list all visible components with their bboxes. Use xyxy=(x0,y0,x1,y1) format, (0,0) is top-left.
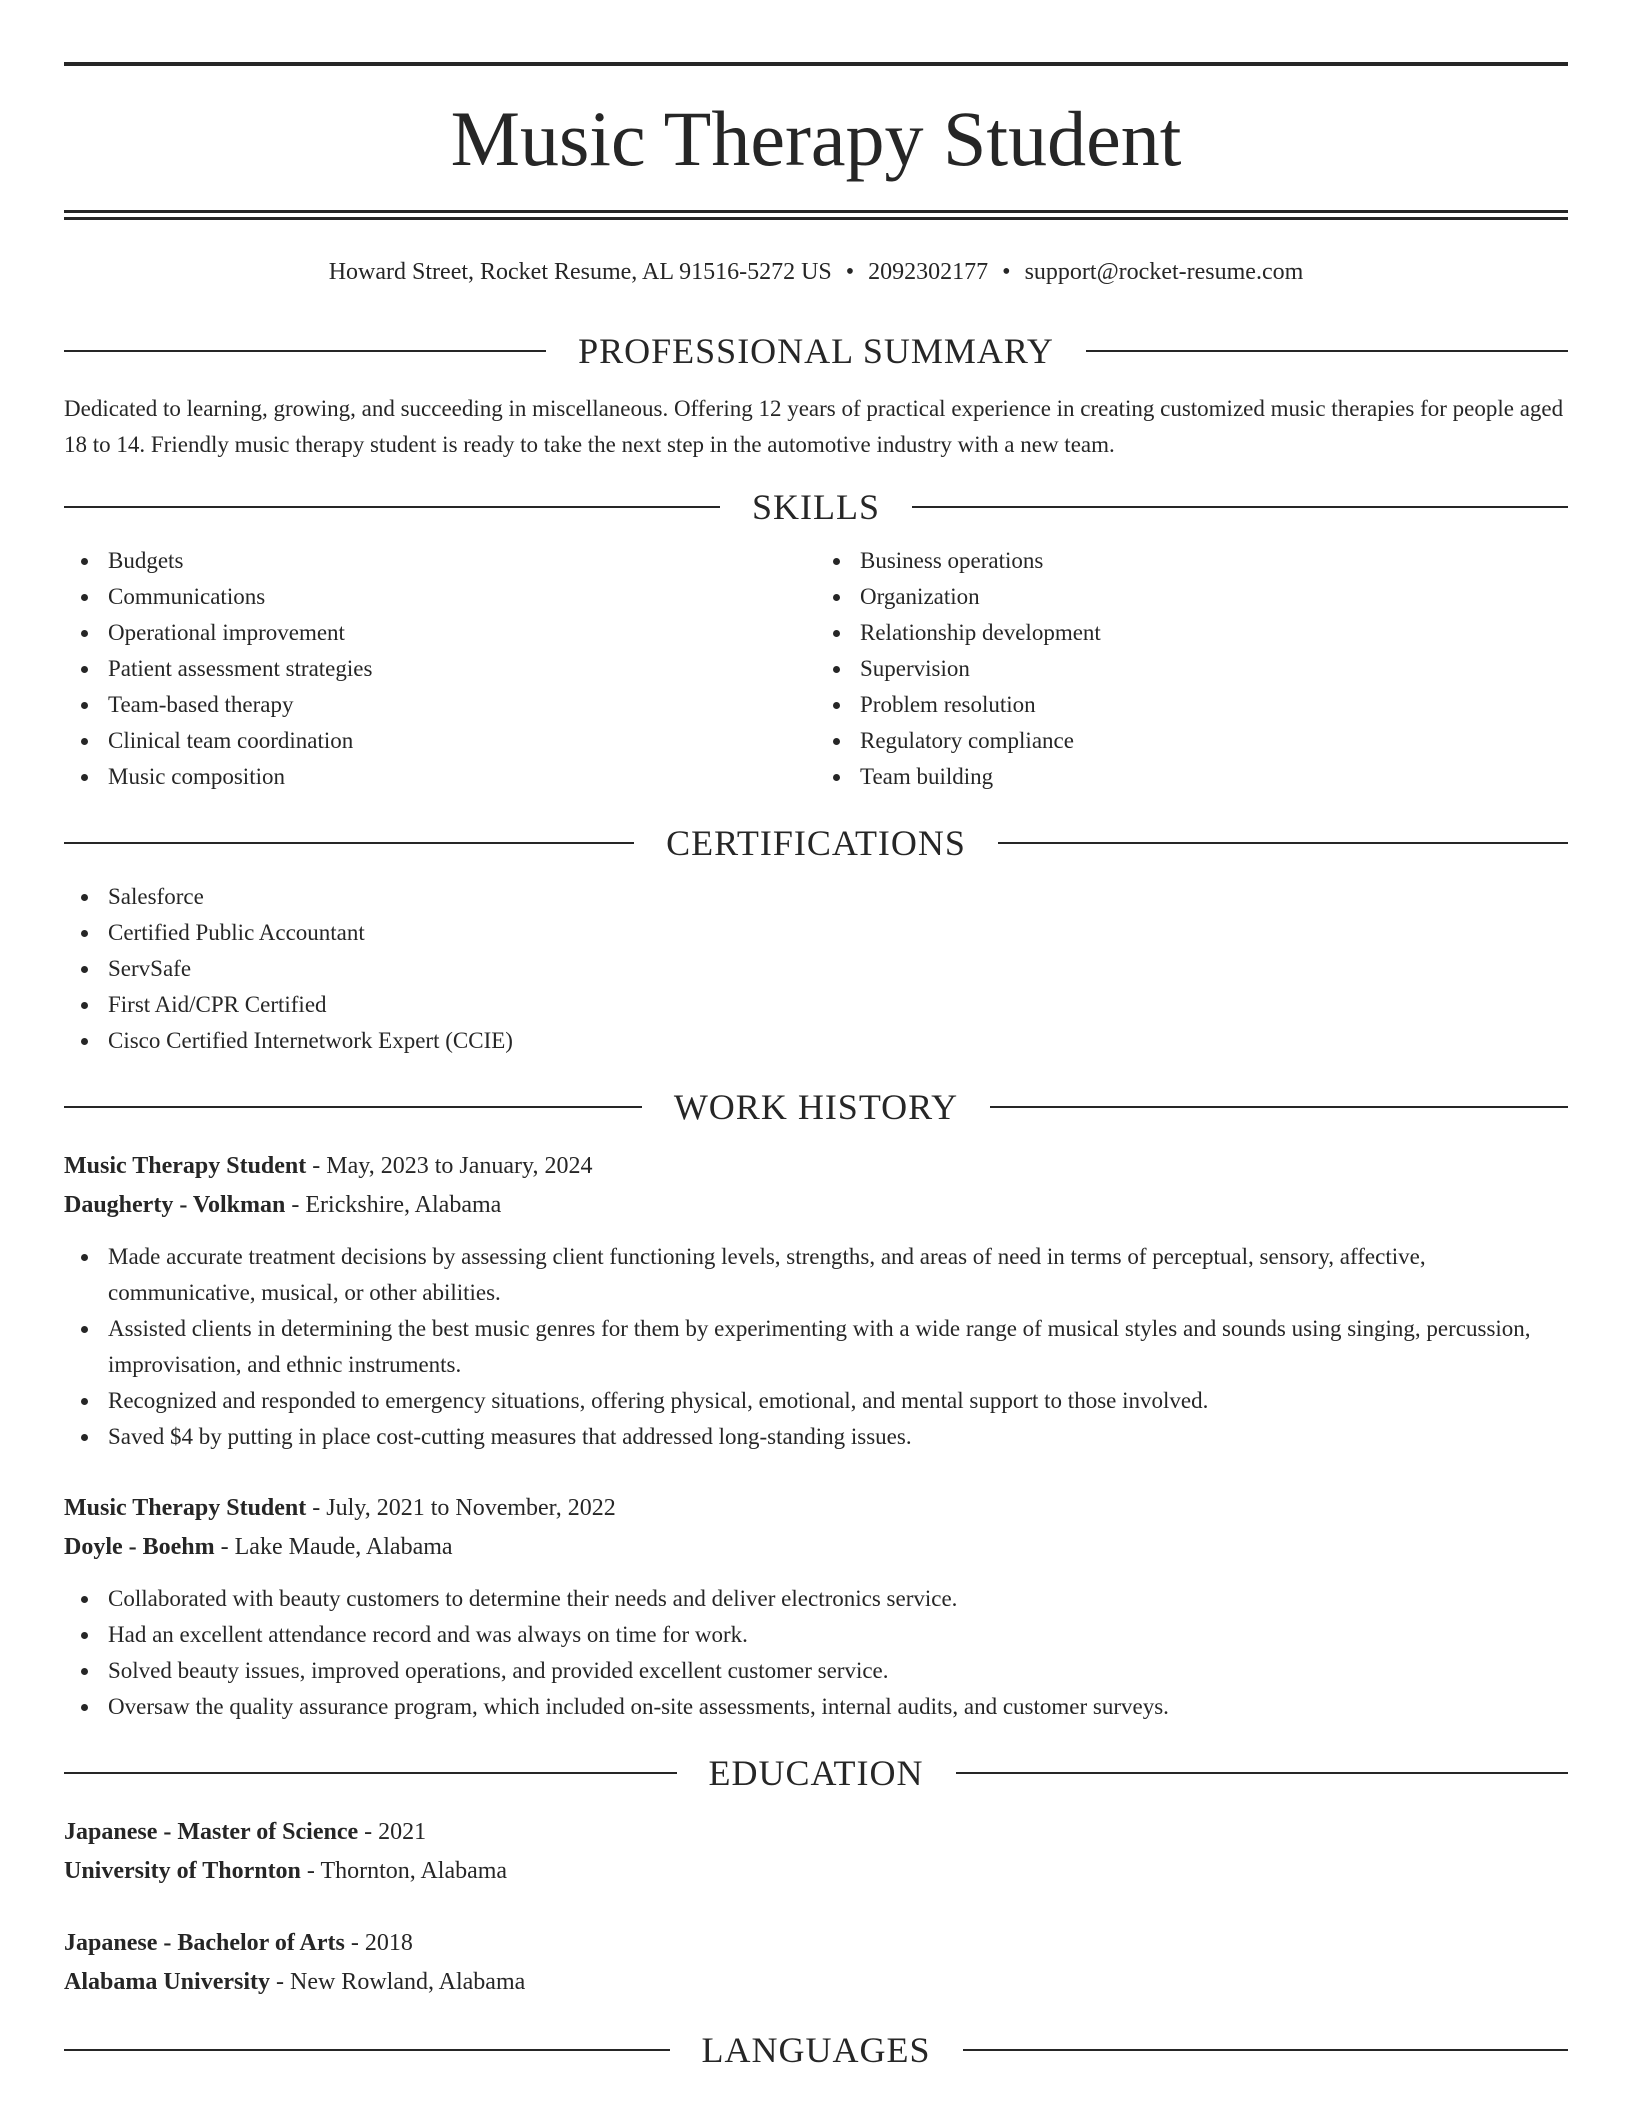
job-company-line xyxy=(64,1186,1568,1225)
section-title-languages: LANGUAGES xyxy=(701,2029,931,2070)
section-title-summary: PROFESSIONAL SUMMARY xyxy=(578,330,1054,371)
job-title: Music Therapy Student xyxy=(64,1494,307,1521)
school-line xyxy=(64,1963,1568,2002)
contact-separator: • xyxy=(1002,259,1011,285)
contact-separator: • xyxy=(845,259,855,285)
school: Alabama University xyxy=(64,1968,270,1995)
certification-item: Salesforce xyxy=(108,879,1568,915)
skill-item: Supervision xyxy=(860,651,1568,687)
job-location: - Lake Maude, Alabama xyxy=(214,1533,453,1560)
degree: Japanese - Master of Science xyxy=(64,1818,359,1845)
skill-item: Problem resolution xyxy=(860,687,1568,723)
job-bullet: Collaborated with beauty customers to determine their needs and deliver electronics service. xyxy=(108,1581,1568,1617)
contact-email: support@rocket-resume.com xyxy=(1024,259,1304,285)
job-title: Music Therapy Student xyxy=(64,1152,307,1179)
skill-item: Team building xyxy=(860,759,1568,795)
skill-item: Patient assessment strategies xyxy=(108,651,816,687)
certifications-list xyxy=(64,879,1568,1059)
job-bullet: Saved $4 by putting in place cost-cutting measures that addressed long-standing issues. xyxy=(108,1419,1568,1455)
job-company: Doyle - Boehm xyxy=(64,1533,215,1560)
heading-rule xyxy=(956,1772,1569,1774)
section-heading-languages xyxy=(64,2029,1568,2070)
job-dates: - July, 2021 to November, 2022 xyxy=(306,1494,616,1521)
education-entry xyxy=(64,1813,1568,1891)
work-entry xyxy=(64,1489,1568,1725)
header-double-rule xyxy=(64,210,1568,220)
certification-item: Cisco Certified Internetwork Expert (CCIE) xyxy=(108,1023,1568,1059)
heading-rule xyxy=(1086,350,1568,352)
section-title-work: WORK HISTORY xyxy=(673,1086,959,1127)
header-top-rule xyxy=(64,62,1568,66)
job-bullet: Assisted clients in determining the best music genres for them by experimenting with a wide range of musical styles and sounds using singing, percussion, improvisation, and ethnic instruments. xyxy=(108,1311,1568,1383)
heading-rule xyxy=(990,1106,1568,1108)
section-title-education: EDUCATION xyxy=(708,1752,924,1793)
certification-item: Certified Public Accountant xyxy=(108,915,1568,951)
school: University of Thornton xyxy=(64,1857,301,1884)
heading-rule xyxy=(912,506,1568,508)
job-dates: - May, 2023 to January, 2024 xyxy=(306,1152,593,1179)
section-heading-education xyxy=(64,1752,1568,1793)
degree: Japanese - Bachelor of Arts xyxy=(64,1929,345,1956)
work-entry xyxy=(64,1147,1568,1455)
section-heading-work xyxy=(64,1086,1568,1127)
skill-item: Team-based therapy xyxy=(108,687,816,723)
job-company: Daugherty - Volkman xyxy=(64,1191,286,1218)
job-location: - Erickshire, Alabama xyxy=(285,1191,502,1218)
job-bullet: Recognized and responded to emergency situations, offering physical, emotional, and mental support to those involved. xyxy=(108,1383,1568,1419)
school-line xyxy=(64,1852,1568,1891)
school-location: - Thornton, Alabama xyxy=(300,1857,508,1884)
certification-item: First Aid/CPR Certified xyxy=(108,987,1568,1023)
degree-line xyxy=(64,1924,1568,1963)
job-title-line xyxy=(64,1147,1568,1186)
skill-item: Communications xyxy=(108,579,816,615)
heading-rule xyxy=(64,1106,642,1108)
job-bullet: Made accurate treatment decisions by assessing client functioning levels, strengths, and areas of need in terms of perceptual, sensory, affective, communicative, musical, or other abilities. xyxy=(108,1239,1568,1311)
skill-item: Music composition xyxy=(108,759,816,795)
heading-rule xyxy=(64,1772,677,1774)
section-heading-skills xyxy=(64,486,1568,527)
skill-item: Regulatory compliance xyxy=(860,723,1568,759)
degree-line xyxy=(64,1813,1568,1852)
job-bullets xyxy=(64,1581,1568,1725)
contact-address: Howard Street, Rocket Resume, AL 91516-5272 US xyxy=(328,259,832,285)
skill-item: Operational improvement xyxy=(108,615,816,651)
skill-item: Relationship development xyxy=(860,615,1568,651)
education-entry xyxy=(64,1924,1568,2002)
heading-rule xyxy=(64,350,546,352)
skills-column-left xyxy=(64,543,816,795)
job-bullet: Had an excellent attendance record and was always on time for work. xyxy=(108,1617,1568,1653)
resume-name: Music Therapy Student xyxy=(450,95,1182,182)
heading-rule xyxy=(64,842,634,844)
job-bullet: Solved beauty issues, improved operations, and provided excellent customer service. xyxy=(108,1653,1568,1689)
degree-year: - 2018 xyxy=(344,1929,413,1956)
heading-rule xyxy=(64,506,720,508)
certification-item: ServSafe xyxy=(108,951,1568,987)
skill-item: Organization xyxy=(860,579,1568,615)
section-heading-summary xyxy=(64,330,1568,371)
summary-text: Dedicated to learning, growing, and succeeding in miscellaneous. Offering 12 years of practical experience in creating customized music therapies for people aged 18 to 14. Friendly music therapy student is ready to take the next step in the automotive industry with a new team. xyxy=(64,395,1564,457)
skills-column-right xyxy=(816,543,1568,795)
heading-rule xyxy=(998,842,1568,844)
skill-item: Clinical team coordination xyxy=(108,723,816,759)
skill-item: Business operations xyxy=(860,543,1568,579)
job-company-line xyxy=(64,1528,1568,1567)
job-title-line xyxy=(64,1489,1568,1528)
job-bullet: Oversaw the quality assurance program, which included on-site assessments, internal audits, and customer surveys. xyxy=(108,1689,1568,1725)
section-title-certifications: CERTIFICATIONS xyxy=(666,822,966,863)
heading-rule xyxy=(64,2049,670,2051)
contact-info xyxy=(64,258,1568,287)
section-title-skills: SKILLS xyxy=(752,486,881,527)
degree-year: - 2021 xyxy=(358,1818,427,1845)
heading-rule xyxy=(963,2049,1569,2051)
section-heading-certifications xyxy=(64,822,1568,863)
school-location: - New Rowland, Alabama xyxy=(270,1968,526,1995)
skill-item: Budgets xyxy=(108,543,816,579)
contact-phone: 2092302177 xyxy=(868,259,989,285)
job-bullets xyxy=(64,1239,1568,1455)
skills-list xyxy=(64,543,1568,795)
